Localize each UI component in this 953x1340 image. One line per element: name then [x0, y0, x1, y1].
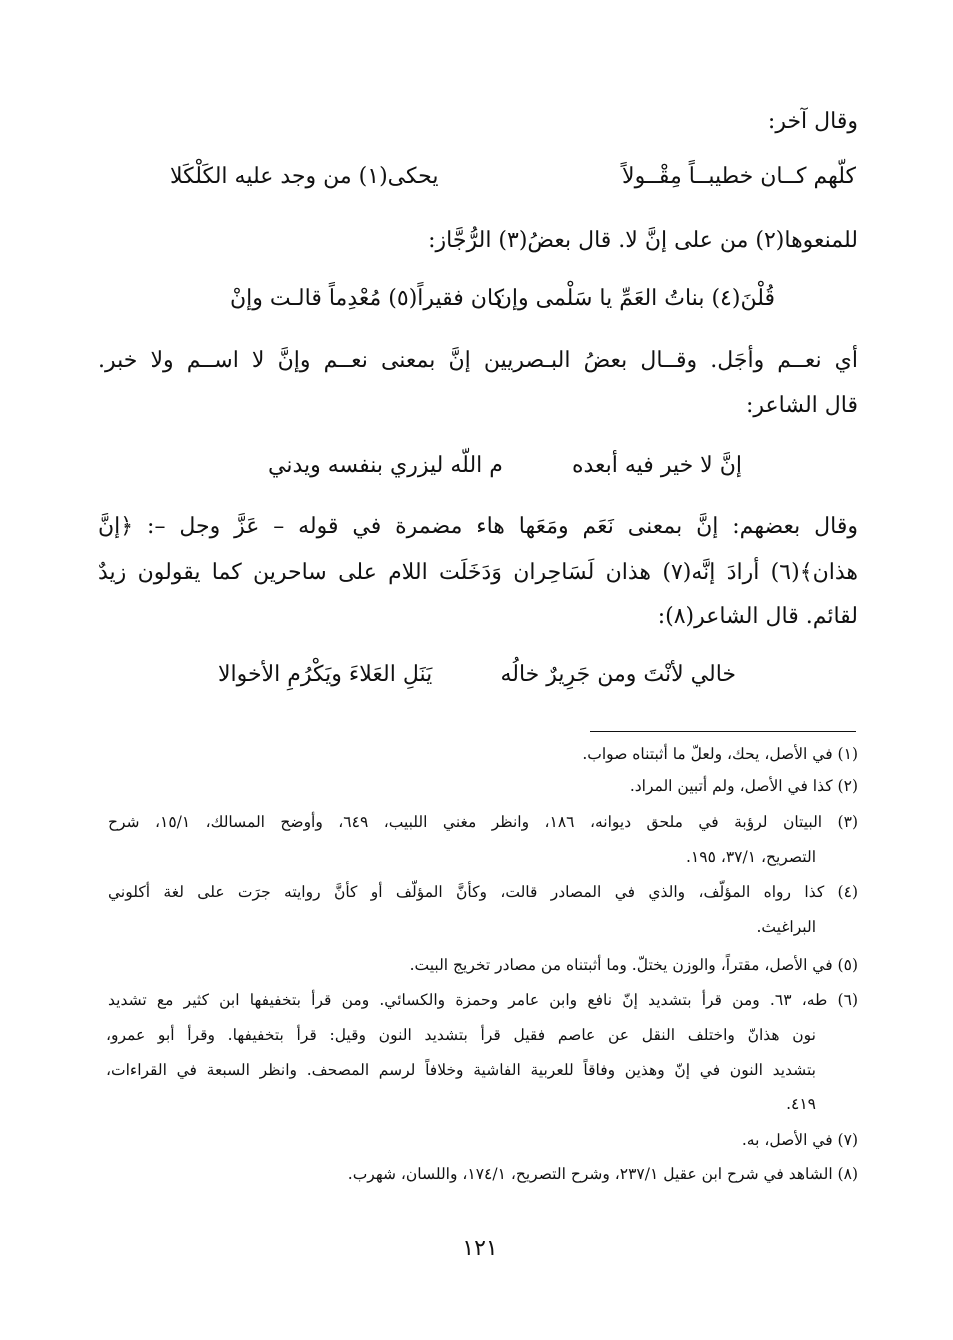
footnote-continuation: البراغيث. — [756, 918, 816, 936]
footnote: (٧) في الأصل، به. — [741, 1131, 858, 1149]
footnote: (٨) الشاهد في شرح ابن عقيل ٢٣٧/١، وشرح التصريح، ١٧٤/١، واللسان، شهرب. — [347, 1165, 858, 1183]
footnote-continuation: التصريح، ٣٧/١، ١٩٥. — [685, 848, 816, 866]
footnote: (٢) كذا في الأصل، ولم أتبين المراد. — [629, 777, 858, 795]
verse-hemistich-left: م اللّه ليزري بنفسه ويدني — [268, 453, 503, 478]
verse-hemistich-right: كلّهم كــان خطيبــاً مِقْــولاً — [622, 164, 856, 189]
footnote-separator — [590, 731, 856, 732]
verse-hemistich-right: إنَّ لا خير فيه أبعده — [571, 453, 742, 478]
verse-hemistich-left: يَنَلِ العَلاءَ ويَكْرُمِ الأخوالا — [218, 662, 433, 687]
text-line: هذان﴾(٦) أرادَ إنَّه(٧) هذان لَسَاحِران وَدَخَلَت اللام على ساحرين كما يقولون زيدٌ — [98, 560, 859, 585]
footnote-continuation: نون هذانّ واختلف النقل عن عاصم فقيل قرأ بتشديد النون وقيل: قرأ بتخفيفها. وقرأ أبو عمرو، — [106, 1026, 816, 1044]
verse-hemistich-right: قُلْنَ(٤) بناتُ العَمِّ يا سَلْمى وإن — [495, 286, 775, 311]
text-line: أي نعــم وأجَل. وقــال بعضُ البـصريين إنَّ بمعنى نعــم وإنَّ لا اســم ولا خبر. — [98, 348, 858, 373]
text-line: قال الشاعر: — [745, 393, 858, 418]
page-number: ١٢١ — [462, 1236, 498, 1261]
footnote-continuation: ٤١٩. — [786, 1095, 816, 1113]
verse-hemistich-left: كان فقيراً(٥) مُعْدِماً قالـت وإنْ — [230, 286, 505, 311]
footnote: (٣) البيتان لرؤبة في ملحق ديوانه، ١٨٦، وانظر مغني اللبيب، ٦٤٩، وأوضح المسالك، ١٥/١، شرح — [108, 813, 858, 831]
text-line: وقال آخر: — [767, 109, 858, 134]
verse-hemistich-right: خالي لأنْتَ ومن جَرِيرٌ خالُه — [500, 662, 736, 687]
footnote: (١) في الأصل، يحك، ولعلّ ما أثبتناه صواب. — [582, 745, 858, 763]
text-line: وقال بعضهم: إنَّ بمعنى نَعَم ومَعَها هاء مضمرة في قوله – عَزَّ وجل –: ﴿إنَّ — [98, 514, 858, 539]
footnote: (٥) في الأصل، مقتراً، والوزن يختلّ. وما أثبتناه من مصادر تخريج البيت. — [409, 956, 858, 974]
text-line: لقائم. قال الشاعر(٨): — [657, 604, 858, 629]
footnote: (٤) كذا رواه المؤلّف، والذي في المصادر قالت، وكأنَّ المؤلّف أو كأنَّ روايته جرَت على لغة أكلوني — [108, 883, 858, 901]
footnote: (٦) طه، ٦٣. ومن قرأ بتشديد إنّ نافع وابن عامر وحمزة والكسائي. ومن قرأ بتخفيفها ابن كثير مع تشديد — [108, 991, 858, 1009]
footnote-continuation: بتشديد النون في إنّ وهذين وفاقاً للعربية الفاشية وخلافاً لرسم المصحف. وانظر السبعة في القراءات، — [106, 1061, 816, 1079]
text-line: للمنعوها(٢) من على إنَّ لا. قال بعضُ(٣) الرُّجَّاز: — [428, 228, 858, 253]
verse-hemistich-left: يحكى(١) من وجد عليه الكَلْكَلا — [170, 164, 439, 189]
